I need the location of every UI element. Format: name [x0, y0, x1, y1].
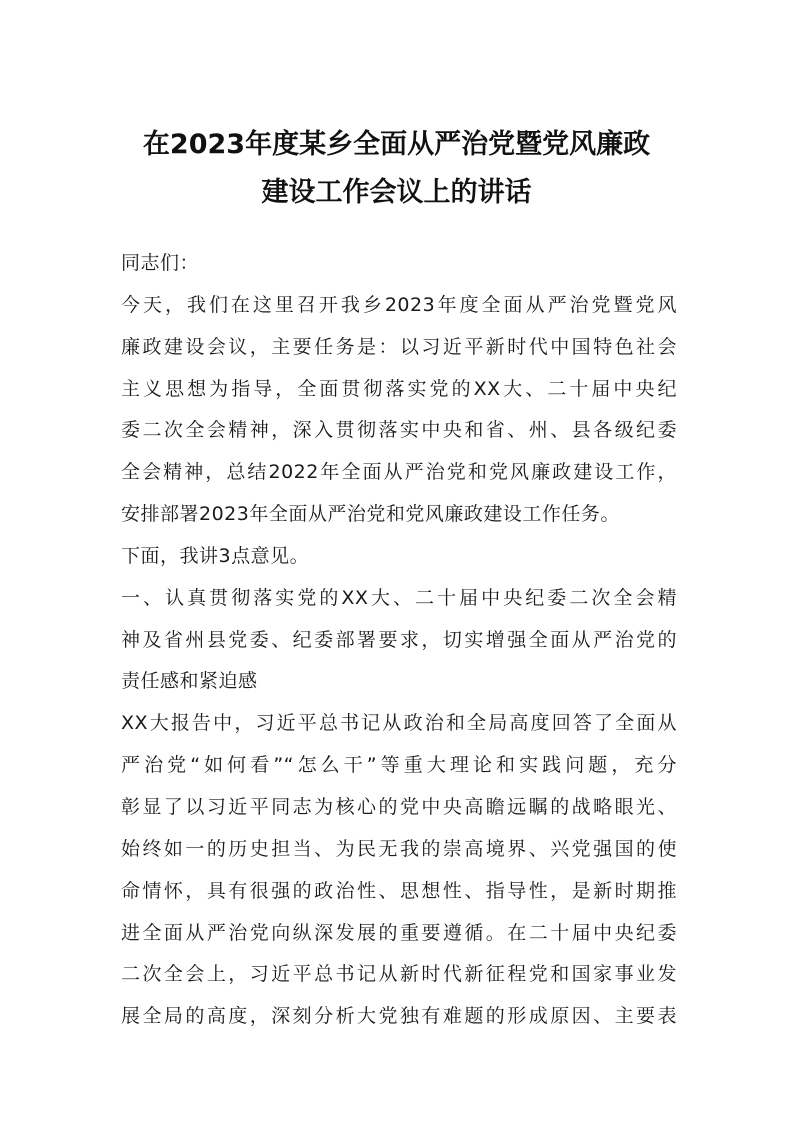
body-line: 主义思想为指导，全面贯彻落实党的XX大、二十届中央纪	[121, 377, 677, 400]
body-line: 展全局的高度，深刻分析大党独有难题的形成原因、主要表	[121, 1005, 677, 1028]
body-line: 二次全会上，习近平总书记从新时代新征程党和国家事业发	[121, 963, 677, 986]
body-line: 廉政建设会议，主要任务是：以习近平新时代中国特色社会	[121, 335, 677, 358]
body-line: 进全面从严治党向纵深发展的重要遵循。在二十届中央纪委	[121, 921, 677, 944]
body-line: 始终如一的历史担当、为民无我的崇高境界、兴党强国的使	[121, 837, 677, 860]
body-line: 今天，我们在这里召开我乡2023年度全面从严治党暨党风	[121, 293, 677, 316]
body-line: 同志们：	[121, 252, 200, 274]
body-line: 神及省州县党委、纪委部署要求，切实增强全面从严治党的	[121, 628, 677, 651]
body-line: 下面，我讲3点意见。	[121, 544, 310, 567]
body-line: 一、认真贯彻落实党的XX大、二十届中央纪委二次全会精	[121, 586, 677, 609]
body-line: 彰显了以习近平同志为核心的党中央高瞻远瞩的战略眼光、	[121, 795, 677, 818]
body-line: 委二次全会精神，深入贯彻落实中央和省、州、县各级纪委	[121, 419, 677, 442]
document-title-line-2: 建设工作会议上的讲话	[261, 177, 532, 208]
body-line: 命情怀，具有很强的政治性、思想性、指导性，是新时期推	[121, 879, 677, 902]
document-body	[121, 243, 677, 1038]
body-line: 责任感和紧迫感	[121, 670, 258, 693]
body-line: 严治党“如何看”“怎么干”等重大理论和实践问题，充分	[121, 754, 677, 777]
body-line: 安排部署2023年全面从严治党和党风廉政建设工作任务。	[121, 503, 620, 526]
body-line: 全会精神，总结2022年全面从严治党和党风廉政建设工作，	[121, 461, 677, 484]
document-title-line-1: 在2023年度某乡全面从严治党暨党风廉政	[142, 129, 651, 160]
body-line: XX大报告中，习近平总书记从政治和全局高度回答了全面从	[121, 712, 677, 735]
